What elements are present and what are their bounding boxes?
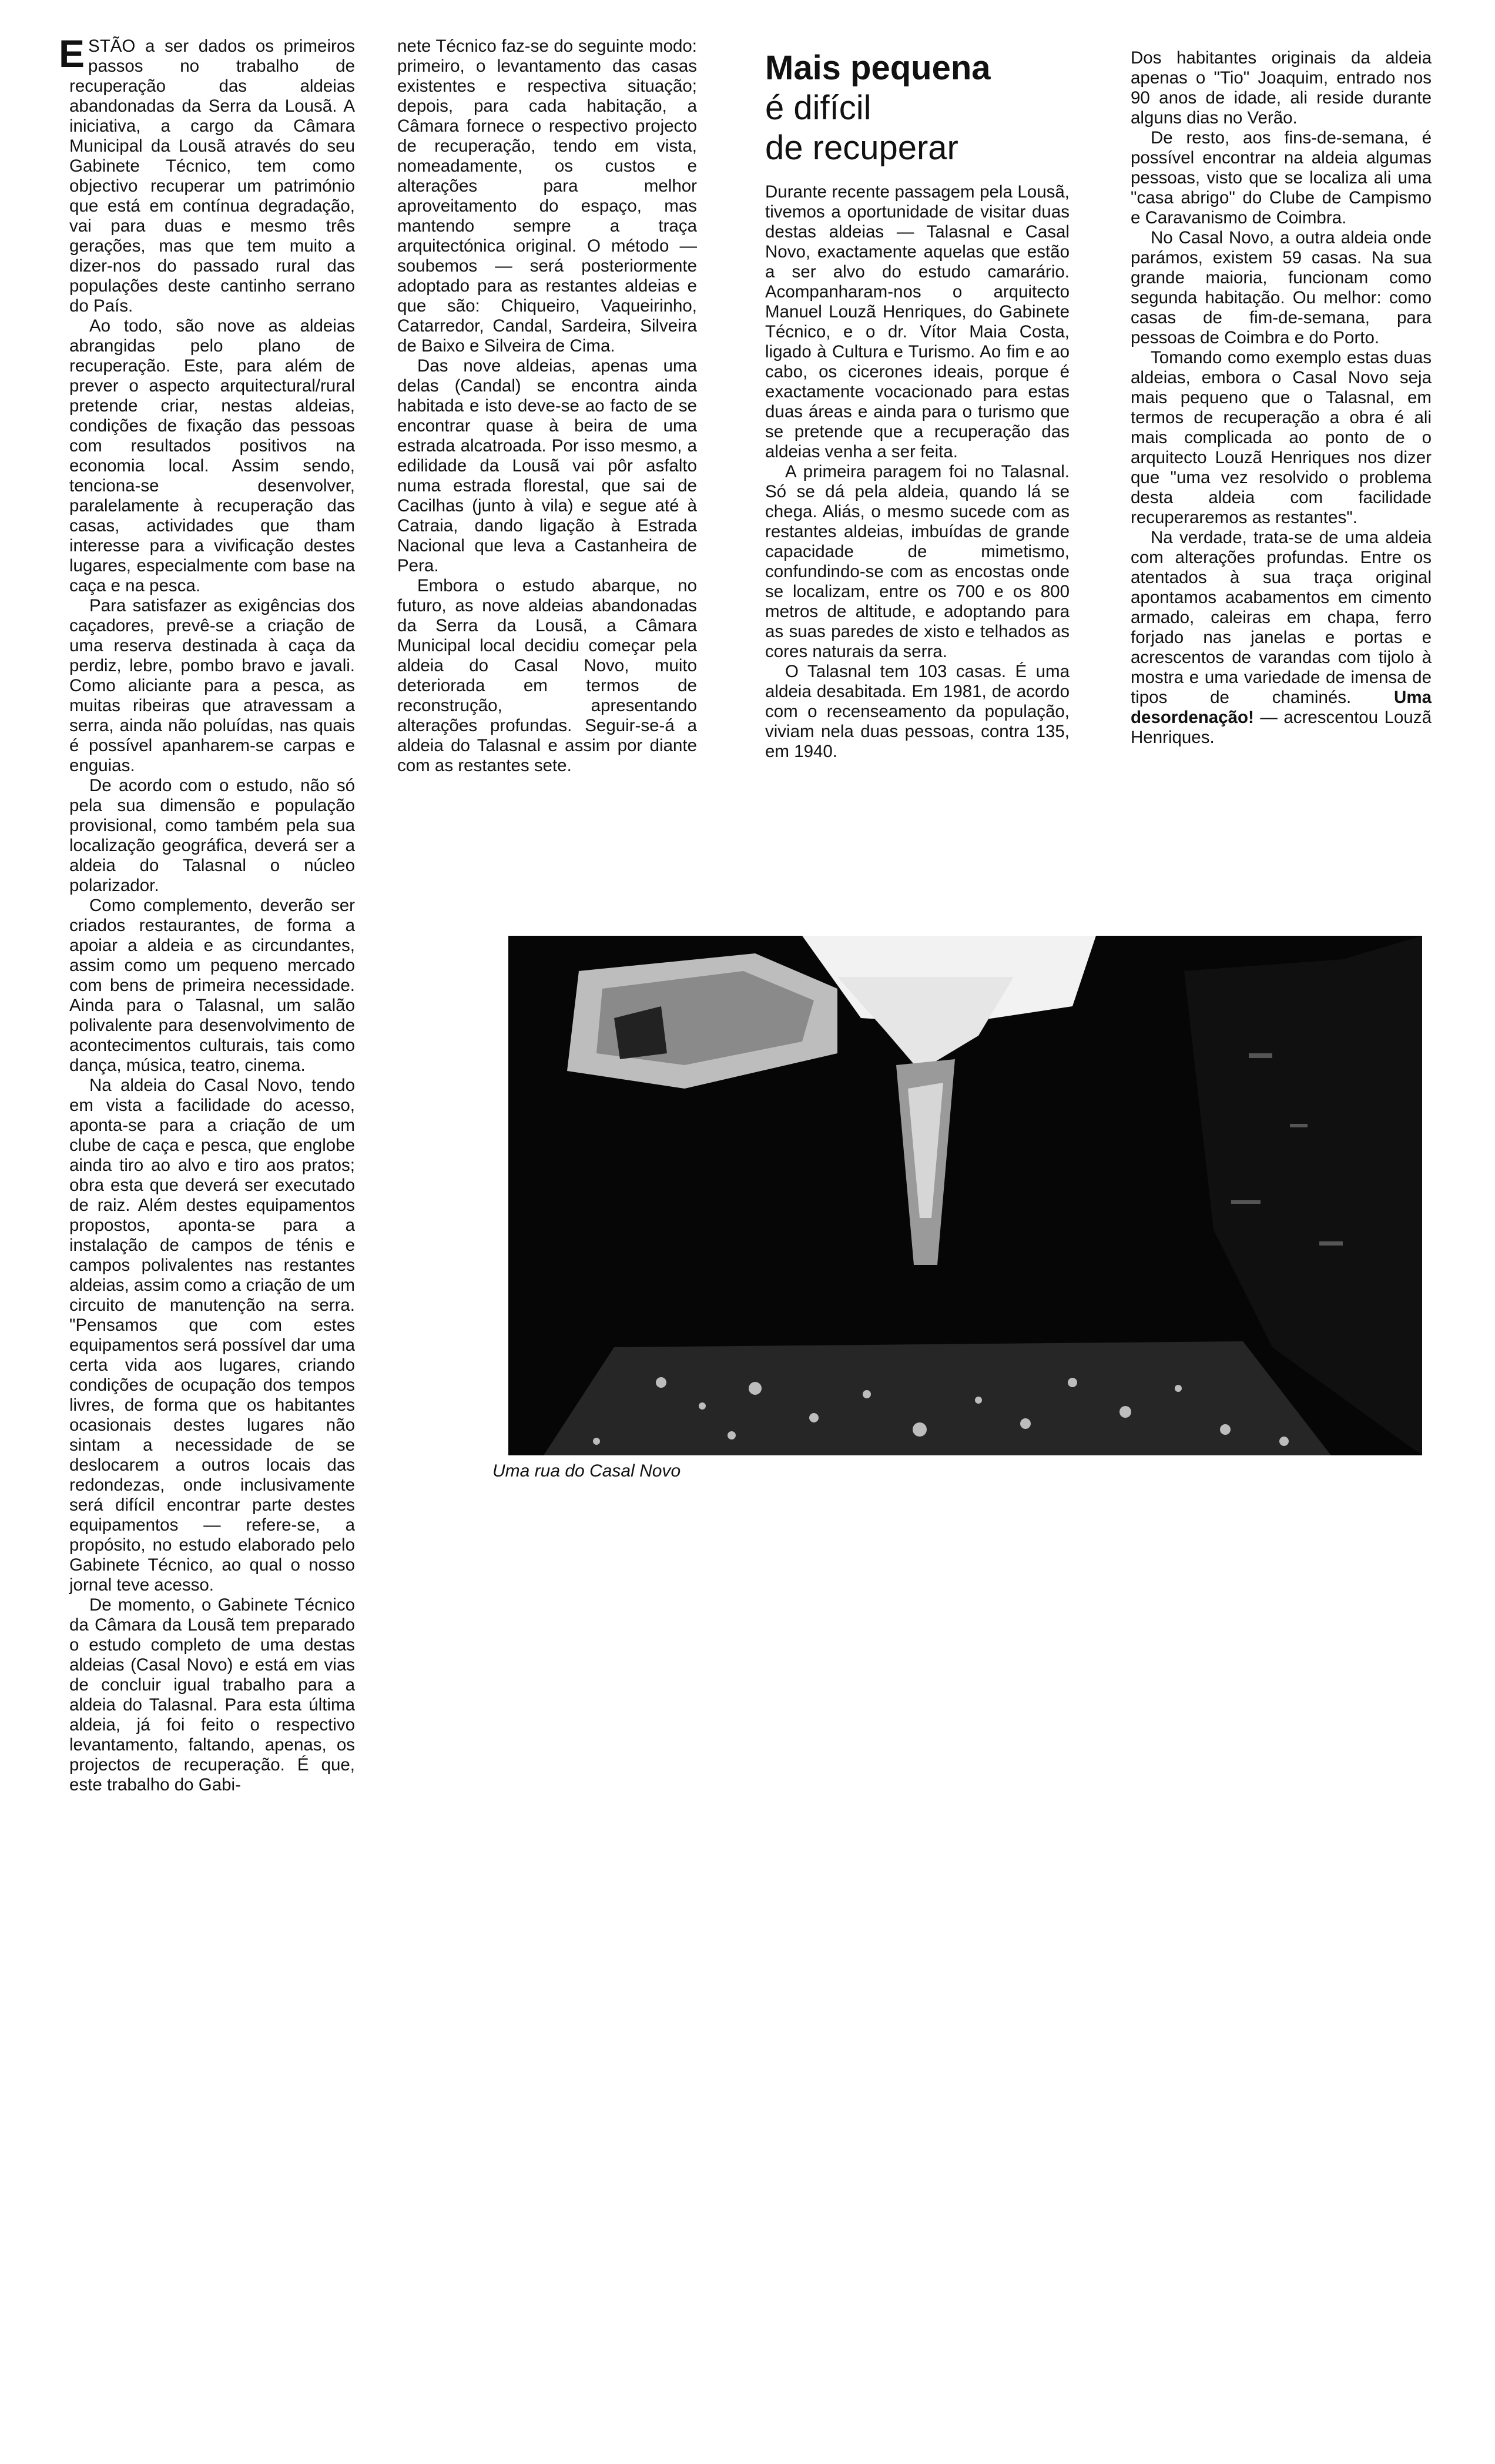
article-column-1 <box>59 32 355 1795</box>
paragraph: Durante recente passagem pela Lousã, tivemos a oportunidade de visitar duas destas aldeias — Talasnal e Casal Novo, exactamente aquelas que estão a ser alvo do estudo camarário. Acompanharam-nos o arquitecto Manuel Louzã Henriques, do Gabinete Técnico, e o dr. Vítor Maia Costa, ligado à Cultura e Turismo. Ao fim e ao cabo, os cicerones ideais, porque é exactamente vocacionado para estas duas áreas e ainda para o turismo que se pretende que a recuperação das aldeias venha a ser feita. <box>765 182 1070 461</box>
article-column-4 <box>1131 48 1432 748</box>
photo-caption: Uma rua do Casal Novo <box>492 1461 681 1481</box>
paragraph: Tomando como exemplo estas duas aldeias, embora o Casal Novo seja mais pequeno que o Talasnal, em termos de recuperação a obra é ali mais complicada ao ponto de o arquitecto Louzã Henriques nos dizer que "uma vez resolvido o problema desta aldeia com facilidade recuperaremos as restantes". <box>1131 348 1432 527</box>
paragraph: Das nove aldeias, apenas uma delas (Candal) se encontra ainda habitada e isto deve-se ao facto de se encontrar quase à beira de uma estrada alcatroada. Por isso mesmo, a edilidade da Lousã vai pôr asfalto numa estrada florestal, que sai de Cacilhas (junto à vila) e segue até à Catraia, dando ligação à Estrada Nacional que leva a Castanheira de Pera. <box>397 356 697 575</box>
paragraph: nete Técnico faz-se do seguinte modo: primeiro, o levantamento das casas existentes e respectiva situação; depois, para cada habitação, a Câmara fornece o respectivo projecto de recuperação, tendo em vista, nomeadamente, os custos e alterações para melhor aproveitamento do espaço, mas mantendo sempre a traça arquitectónica original. O método — soubemos — será posteriormente adoptado para as restantes aldeias e que são: Chiqueiro, Vaqueirinho, Catarredor, Candal, Sardeira, Silveira de Baixo e Silveira de Cima. <box>397 36 697 356</box>
headline-line-2: é difícil <box>765 89 871 127</box>
paragraph: Ao todo, são nove as aldeias abrangidas pelo plano de recuperação. Este, para além de prever o aspecto arquitectural/rural pretende criar, nestas aldeias, condições de fixação das pessoas com resultados positivos na economia local. Assim sendo, tenciona-se desenvolver, paralelamente à recuperação das casas, actividades que tham interesse para a vivificação destes lugares, especialmente com base na caça e na pesca. <box>69 316 355 595</box>
paragraph: De resto, aos fins-de-semana, é possível encontrar na aldeia algumas pessoas, visto que se localiza ali uma "casa abrigo" do Clube de Campismo e Caravanismo de Coimbra. <box>1131 128 1432 227</box>
paragraph: Como complemento, deverão ser criados restaurantes, de forma a apoiar a aldeia e as circundantes, assim como um pequeno mercado com bens de primeira necessidade. Ainda para o Talasnal, um salão polivalente para desenvolvimento de acontecimentos culturais, tais como dança, música, teatro, cinema. <box>69 896 355 1075</box>
street-photo-illustration <box>508 936 1422 1455</box>
paragraph: Dos habitantes originais da aldeia apenas o "Tio" Joaquim, entrado nos 90 anos de idade, ali reside durante alguns dias no Verão. <box>1131 48 1432 128</box>
paragraph: Na verdade, trata-se de uma aldeia com alterações profundas. Entre os atentados à sua traça original apontamos acabamentos em cimento armado, caleiras em chapa, ferro forjado nas janelas e portas e acrescentos de varandas com tijolo à mostra e uma variedade de imensa de tipos de chaminés. Uma desordenação! — acrescentou Louzã Henriques. <box>1131 528 1432 747</box>
drop-cap: E <box>59 32 85 75</box>
article-column-2 <box>397 36 697 776</box>
paragraph: De acordo com o estudo, não só pela sua dimensão e população provisional, como também pela sua localização geográfica, deverá ser a aldeia do Talasnal o núcleo polarizador. <box>69 776 355 895</box>
paragraph: Para satisfazer as exigências dos caçadores, prevê-se a criação de uma reserva destinada à caça da perdiz, lebre, pombo bravo e javali. Como aliciante para a pesca, as muitas ribeiras que atravessam a serra, ainda não poluídas, nas quais é possível apanharem-se carpas e enguias. <box>69 596 355 775</box>
headline-line-3: de recuperar <box>765 129 958 167</box>
headline-line-1: Mais pequena <box>765 49 991 87</box>
paragraph: Embora o estudo abarque, no futuro, as nove aldeias abandonadas da Serra da Lousã, a Câmara Municipal local decidiu começar pela aldeia do Casal Novo, muito deteriorada em termos de reconstrução, apresentando alterações profundas. Seguir-se-á a aldeia do Talasnal e assim por diante com as restantes sete. <box>397 576 697 775</box>
paragraph: O Talasnal tem 103 casas. É uma aldeia desabitada. Em 1981, de acordo com o recenseamento da população, viviam nela duas pessoas, contra 135, em 1940. <box>765 662 1070 761</box>
paragraph: De momento, o Gabinete Técnico da Câmara da Lousã tem preparado o estudo completo de uma destas aldeias (Casal Novo) e está em vias de concluir igual trabalho para a aldeia do Talasnal. Para esta última aldeia, já foi feito o respectivo levantamento, faltando, apenas, os projectos de recuperação. É que, este trabalho do Gabi- <box>69 1595 355 1795</box>
headline <box>765 48 1071 168</box>
paragraph: ESTÃO a ser dados os primeiros passos no trabalho de recuperação das aldeias abandonadas da Serra da Lousã. A iniciativa, a cargo da Câmara Municipal da Lousã através do seu Gabinete Técnico, tem como objectivo recuperar um património que está em contínua degradação, vai para duas e mesmo três gerações, mas que tem muito a dizer-nos do passado rural das populações deste cantinho serrano do País. <box>59 32 355 316</box>
paragraph: Na aldeia do Casal Novo, tendo em vista a facilidade do acesso, aponta-se para a criação de um clube de caça e pesca, que englobe ainda tiro ao alvo e tiro aos pratos; obra esta que deverá ser executado de raiz. Além destes equipamentos propostos, aponta-se para a instalação de campos de ténis e campos polivalentes nas restantes aldeias, assim como a criação de um circuito de manutenção na serra. "Pensamos que com estes equipamentos será possível dar uma certa vida aos lugares, criando condições de ocupação dos tempos livres, de forma que os habitantes ocasionais destes lugares não sintam a necessidade de se deslocarem a outros locais das redondezas, onde inclusivamente será difícil encontrar parte destes equipamentos — refere-se, a propósito, no estudo elaborado pelo Gabinete Técnico, ao qual o nosso jornal teve acesso. <box>69 1076 355 1595</box>
street-photo <box>508 936 1422 1455</box>
paragraph: No Casal Novo, a outra aldeia onde parámos, existem 59 casas. Na sua grande maioria, funcionam como segunda habitação. Ou melhor: como casas de fim-de-semana, para pessoas de Coimbra e do Porto. <box>1131 228 1432 347</box>
paragraph: A primeira paragem foi no Talasnal. Só se dá pela aldeia, quando lá se chega. Aliás, o mesmo sucede com as restantes aldeias, imbuídas de grande capacidade de mimetismo, confundindo-se com as encostas onde se localizam, entre os 700 e os 800 metros de altitude, e adoptando para as suas paredes de xisto e telhados as cores naturais da serra. <box>765 462 1070 661</box>
bold-quote: Uma desordenação! <box>1131 688 1432 727</box>
article-column-3 <box>765 182 1070 762</box>
